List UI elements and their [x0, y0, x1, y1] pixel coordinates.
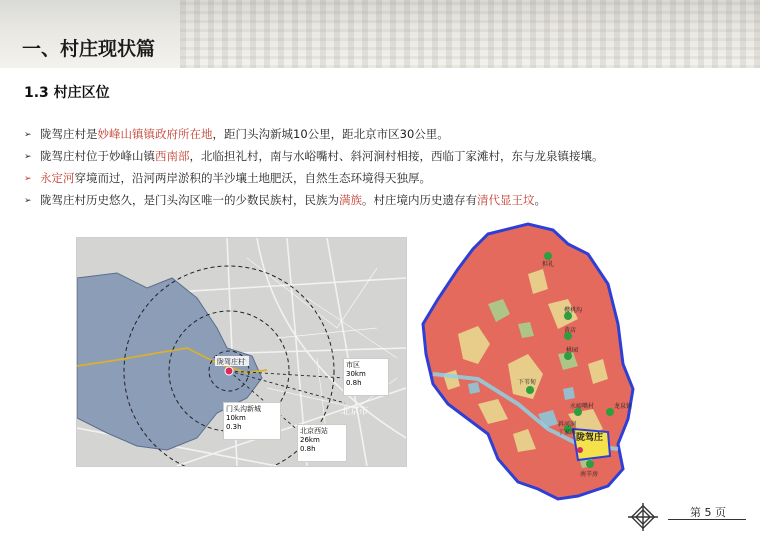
location-map: [76, 237, 407, 467]
place-label-huangdian: 黄店: [564, 327, 577, 334]
highlight-text: 西南部: [155, 149, 190, 163]
place-label-yingtaogou: 樱桃沟: [564, 307, 583, 314]
place-label-shuiyuzui: 水峪嘴村: [570, 403, 595, 410]
place-label-taoyuan: 桃园: [566, 347, 579, 354]
place-label-danli: 担礼: [542, 261, 555, 268]
page-number: 第 5 页: [690, 506, 726, 519]
place-label-nanxinfang: 南辛房: [580, 471, 599, 478]
bullet-text: 永定河穿境而过，沿河两岸淤积的半沙壤土地肥沃，自然生态环境得天独厚。: [40, 171, 431, 185]
bullet-item: [24, 170, 744, 192]
place-label-xiehejian: 斜河涧: [558, 421, 577, 428]
endless-knot-logo: [626, 502, 660, 532]
bullet-item: [24, 126, 744, 148]
bullet-item: [24, 192, 744, 214]
bullet-arrow-icon: ➢: [24, 130, 32, 140]
village-highlight-label: 陇驾庄: [576, 433, 604, 443]
highlight-text: 满族: [339, 193, 362, 207]
highlight-text: 清代显王坟: [477, 193, 535, 207]
bullet-arrow-icon: ➢: [24, 196, 32, 206]
subsection-title: 1.3 村庄区位: [24, 85, 110, 101]
village-marker: [577, 447, 583, 453]
info-box-xizhan: 北京西站 26km 0.8h: [297, 424, 347, 462]
place-label-dingjiatan: 丁家滩: [558, 429, 577, 436]
land-use-map-graphic: [418, 214, 638, 506]
bullet-list: [24, 126, 744, 214]
bullet-text: 陇驾庄村是妙峰山镇镇政府所在地，距门头沟新城10公里，距北京市区30公里。: [40, 127, 449, 141]
village-label: 陇驾庄村: [217, 358, 245, 366]
land-use-map: [418, 214, 638, 506]
bullet-arrow-icon: ➢: [24, 174, 32, 184]
bullet-arrow-icon: ➢: [24, 152, 32, 162]
place-label-longquanzhen: 龙泉镇: [614, 403, 633, 410]
header-photo-texture: [180, 0, 760, 68]
info-box-mentougou: 门头沟新城 10km 0.3h: [223, 402, 281, 440]
info-box-shiqu: 市区 30km 0.8h: [343, 358, 389, 396]
highlight-text: 妙峰山镇镇政府所在地: [97, 127, 213, 141]
place-label-xiaweidian: 下苇甸: [518, 379, 537, 386]
bullet-item: [24, 148, 744, 170]
bullet-text: 陇驾庄村历史悠久，是门头沟区唯一的少数民族村，民族为满族。村庄境内历史遗存有清代显王坟。: [40, 193, 546, 207]
highlight-text: 永定河: [40, 171, 75, 185]
beijing-label: 北京市: [341, 407, 369, 417]
section-title: 一、村庄现状篇: [22, 38, 156, 60]
bullet-text: 陇驾庄村位于妙峰山镇西南部，北临担礼村，南与水峪嘴村、斜河涧村相接，西临丁家滩村，东与龙泉镇接壤。: [40, 149, 604, 163]
